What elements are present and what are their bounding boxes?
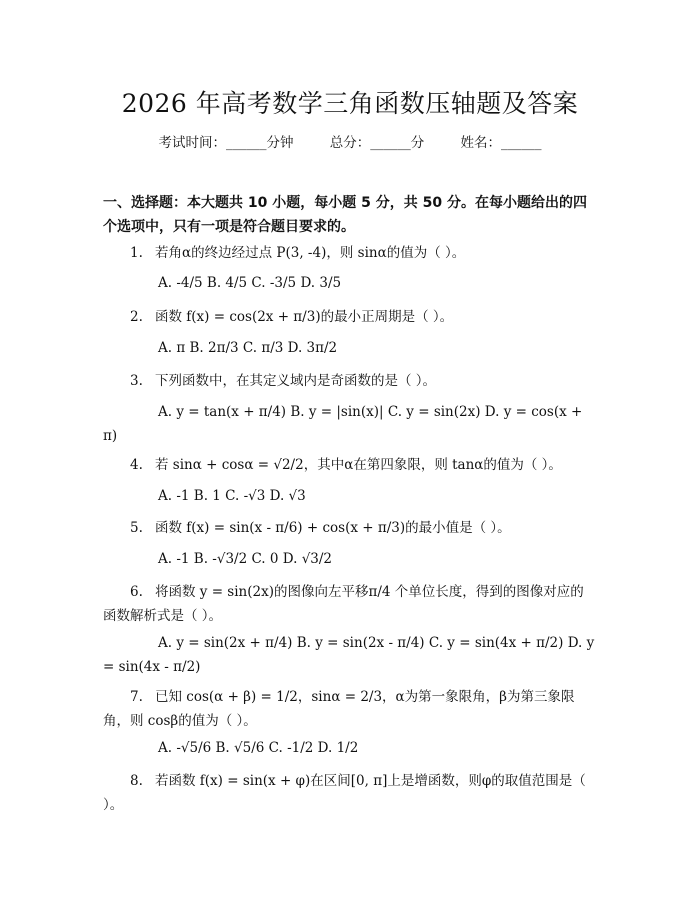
question-2: 2. 函数 f(x) = cos(2x + π/3)的最小正周期是（ ）。 — [130, 309, 454, 325]
question-1: 1. 若角α的终边经过点 P(3, -4)，则 sinα的值为（ ）。 — [130, 245, 466, 261]
question-7-options: A. -√5/6 B. √5/6 C. -1/2 D. 1/2 — [158, 740, 359, 756]
section-heading: 一、选择题：本大题共 10 小题，每小题 5 分，共 50 分。在每小题给出的四个选项中，只有一项是符合题目要求的。 — [103, 195, 587, 235]
question-1-options: A. -4/5 B. 4/5 C. -3/5 D. 3/5 — [158, 275, 342, 291]
question-4-options: A. -1 B. 1 C. -√3 D. √3 — [158, 488, 306, 504]
question-5-options: A. -1 B. -√3/2 C. 0 D. √3/2 — [158, 551, 333, 567]
question-8: 8. 若函数 f(x) = sin(x + φ)在区间[0, π]上是增函数，则φ的取值范围是（ ）。 — [103, 773, 586, 813]
question-4: 4. 若 sinα + cosα = √2/2，其中α在第四象限，则 tanα的值为（ ）。 — [130, 457, 562, 473]
question-2-options: A. π B. 2π/3 C. π/3 D. 3π/2 — [158, 340, 338, 356]
exam-score: 总分：______分 — [329, 135, 425, 151]
page-title: 2026 年高考数学三角函数压轴题及答案 — [121, 89, 579, 118]
exam-name: 姓名：______ — [460, 135, 542, 151]
question-6: 6. 将函数 y = sin(2x)的图像向左平移π/4 个单位长度，得到的图像对应的函数解析式是（ ）。 — [103, 584, 584, 624]
question-3-options: A. y = tan(x + π/4) B. y = |sin(x)| C. y = sin(2x) D. y = cos(x + π) — [103, 404, 583, 444]
question-7: 7. 已知 cos(α + β) = 1/2，sinα = 2/3，α为第一象限角，β为第三象限角，则 cosβ的值为（ ）。 — [103, 689, 575, 729]
question-5: 5. 函数 f(x) = sin(x - π/6) + cos(x + π/3)的最小值是（ ）。 — [130, 520, 511, 536]
exam-info — [0, 131, 700, 151]
question-6-options: A. y = sin(2x + π/4) B. y = sin(2x - π/4) C. y = sin(4x + π/2) D. y = sin(4x - π/2) — [103, 635, 595, 675]
question-3: 3. 下列函数中，在其定义域内是奇函数的是（ ）。 — [130, 373, 437, 389]
exam-time: 考试时间：______分钟 — [158, 135, 294, 151]
